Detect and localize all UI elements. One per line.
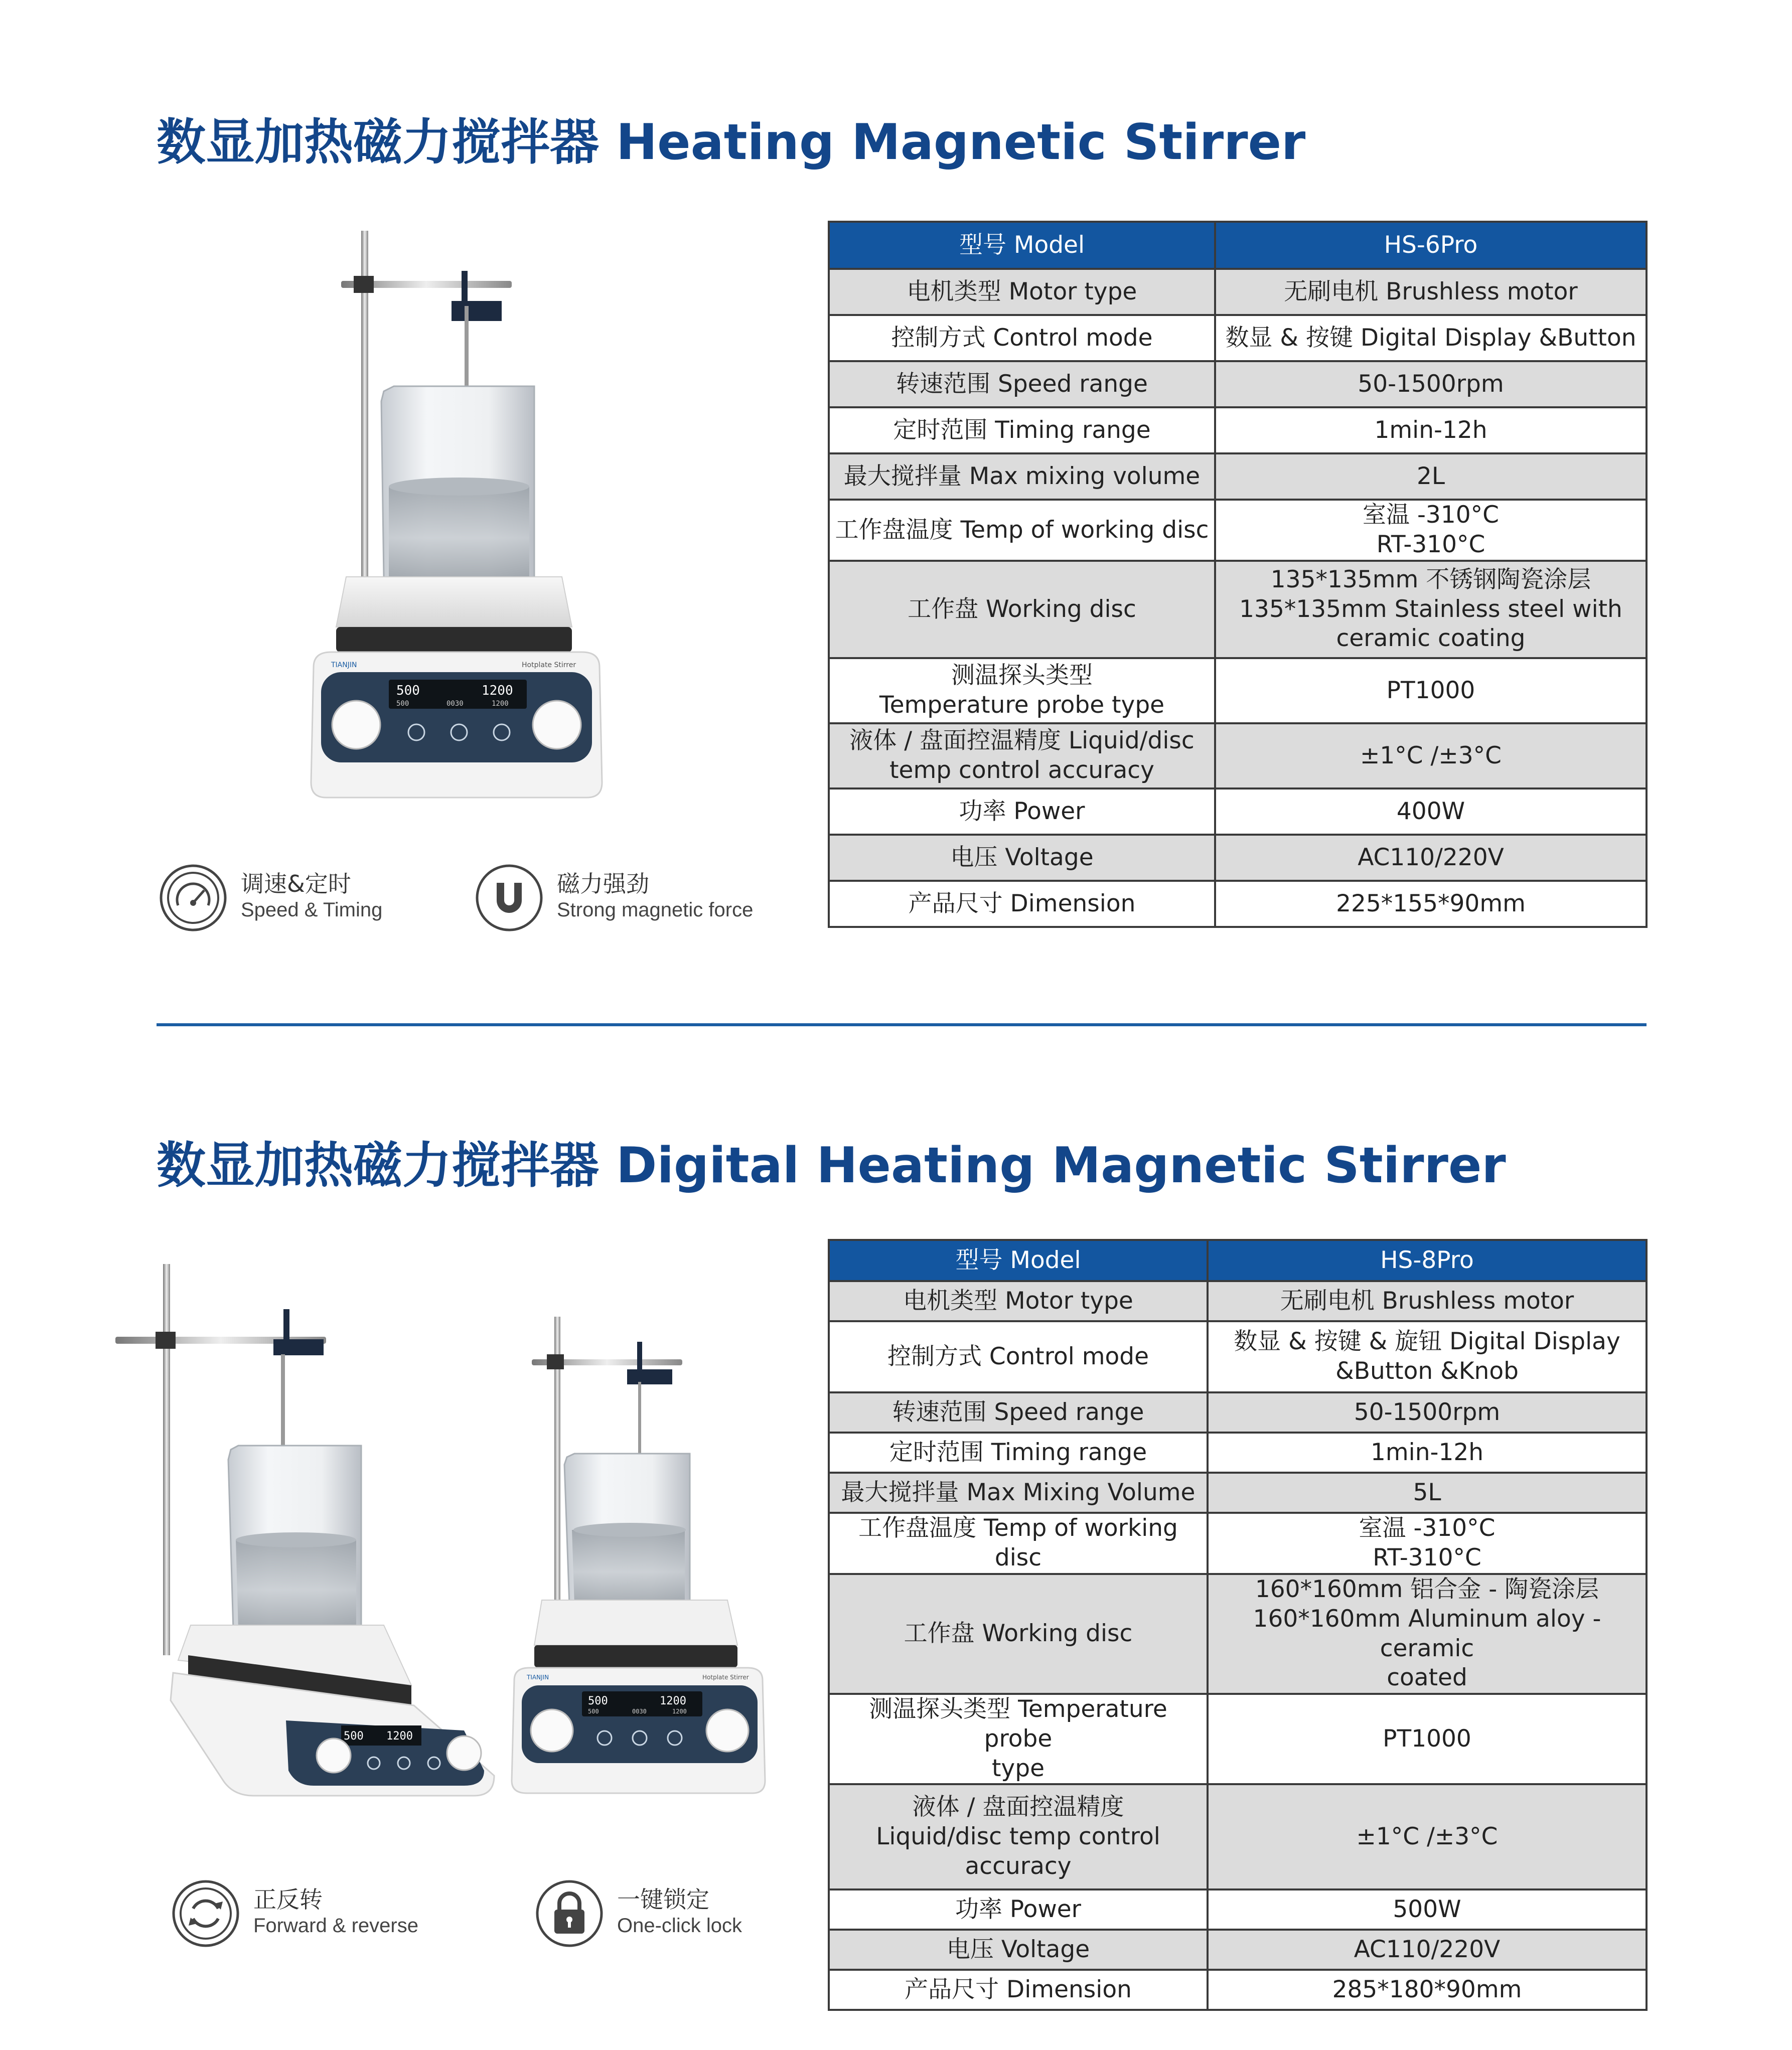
svg-text:0030: 0030	[446, 700, 464, 708]
section1-title: 数显加热磁力搅拌器 Heating Magnetic Stirrer	[157, 114, 1306, 171]
feature-en: Speed & Timing	[241, 899, 383, 921]
spec-label: 最大搅拌量 Max Mixing Volume	[829, 1473, 1208, 1513]
section-divider	[157, 1023, 1647, 1026]
header-model-label: 型号 Model	[829, 1240, 1208, 1281]
spec-value: 无刷电机 Brushless motor	[1215, 269, 1647, 315]
magnet-icon	[474, 863, 544, 933]
spec-value: 5L	[1208, 1473, 1647, 1513]
feature-cn: 调速&定时	[241, 870, 351, 897]
spec-label: 定时范围 Timing range	[829, 1433, 1208, 1473]
hs8pro-product-image	[113, 1259, 504, 1811]
spec-label: 产品尺寸 Dimension	[829, 881, 1215, 927]
spec-label: 控制方式 Control mode	[829, 1321, 1208, 1392]
feature-cn: 正反转	[253, 1886, 323, 1913]
model-label: Hotplate Stirrer	[522, 661, 576, 669]
spec-label: 工作盘温度 Temp of working disc	[829, 500, 1215, 561]
hs8pro-front-image	[507, 1314, 783, 1796]
spec-value: 2L	[1215, 453, 1647, 500]
temp-knob[interactable]	[533, 701, 581, 749]
speedometer-icon	[158, 863, 228, 933]
spec-label: 电压 Voltage	[829, 1930, 1208, 1970]
svg-text:1200: 1200	[672, 1708, 687, 1715]
spec-value: ±1°C /±3°C	[1215, 723, 1647, 789]
spec-label: 工作盘 Working disc	[829, 561, 1215, 658]
spec-label: 转速范围 Speed range	[829, 361, 1215, 407]
svg-text:1200: 1200	[660, 1695, 686, 1707]
plate-base	[336, 627, 572, 652]
svg-text:500: 500	[344, 1730, 364, 1743]
spec-value: 1min-12h	[1215, 407, 1647, 453]
spec-label: 液体 / 盘面控温精度 Liquid/disc temp control accuracy	[829, 723, 1215, 789]
svg-text:500: 500	[588, 1695, 608, 1707]
svg-text:500: 500	[396, 700, 409, 708]
spec-value: 无刷电机 Brushless motor	[1208, 1281, 1647, 1321]
spec-value: 500W	[1208, 1889, 1647, 1930]
feature-cn: 磁力强劲	[557, 870, 649, 897]
feature-en: Forward & reverse	[253, 1915, 418, 1937]
spec-label: 工作盘温度 Temp of working disc	[829, 1513, 1208, 1574]
spec-label: 最大搅拌量 Max mixing volume	[829, 453, 1215, 500]
beaker-liquid	[389, 487, 529, 589]
lcd-speed: 500	[396, 683, 420, 698]
svg-text:TIANJIN: TIANJIN	[527, 1674, 549, 1681]
spec-label: 控制方式 Control mode	[829, 315, 1215, 361]
feature-cn: 一键锁定	[617, 1886, 709, 1913]
svg-text:0030: 0030	[632, 1708, 647, 1715]
header-model-value: HS-6Pro	[1215, 222, 1647, 269]
hs6pro-spec-table	[828, 221, 1648, 928]
spec-label: 液体 / 盘面控温精度 Liquid/disc temp control accuracy	[829, 1784, 1208, 1889]
spec-value: 50-1500rpm	[1208, 1392, 1647, 1433]
feature-en: One-click lock	[617, 1915, 742, 1937]
rotation-arrows-icon	[171, 1878, 241, 1949]
svg-text:1200: 1200	[492, 700, 509, 708]
spec-value: 1min-12h	[1208, 1433, 1647, 1473]
brand-label: TIANJIN	[331, 661, 357, 669]
spec-label: 测温探头类型 Temperature probe type	[829, 1694, 1208, 1784]
spec-value: 285*180*90mm	[1208, 1970, 1647, 2010]
spec-label: 转速范围 Speed range	[829, 1392, 1208, 1433]
spec-label: 功率 Power	[829, 789, 1215, 835]
spec-value: 室温 -310°C RT-310°C	[1215, 500, 1647, 561]
spec-value: PT1000	[1215, 658, 1647, 723]
svg-text:Hotplate Stirrer: Hotplate Stirrer	[702, 1674, 749, 1681]
lcd-temp: 1200	[482, 683, 513, 698]
header-model-label: 型号 Model	[829, 222, 1215, 269]
spec-value: 数显 & 按键 & 旋钮 Digital Display &Button &Knob	[1208, 1321, 1647, 1392]
spec-label: 工作盘 Working disc	[829, 1574, 1208, 1694]
spec-label: 产品尺寸 Dimension	[829, 1970, 1208, 2010]
spec-value: AC110/220V	[1215, 835, 1647, 881]
svg-text:500: 500	[588, 1708, 599, 1715]
heating-plate	[336, 577, 572, 627]
header-model-value: HS-8Pro	[1208, 1240, 1647, 1281]
spec-label: 测温探头类型 Temperature probe type	[829, 658, 1215, 723]
spec-value: 160*160mm 铝合金 - 陶瓷涂层 160*160mm Aluminum aloy -ceramic coated	[1208, 1574, 1647, 1694]
spec-label: 电机类型 Motor type	[829, 1281, 1208, 1321]
spec-value: 135*135mm 不锈钢陶瓷涂层 135*135mm Stainless steel with ceramic coating	[1215, 561, 1647, 658]
hs6pro-product-image	[301, 226, 622, 803]
spec-value: 数显 & 按键 Digital Display &Button	[1215, 315, 1647, 361]
speed-knob[interactable]	[332, 701, 380, 749]
spec-value: 225*155*90mm	[1215, 881, 1647, 927]
spec-label: 定时范围 Timing range	[829, 407, 1215, 453]
spec-value: 50-1500rpm	[1215, 361, 1647, 407]
spec-label: 功率 Power	[829, 1889, 1208, 1930]
spec-value: 400W	[1215, 789, 1647, 835]
section2-title: 数显加热磁力搅拌器 Digital Heating Magnetic Stirrer	[157, 1137, 1506, 1194]
probe-clamp	[452, 301, 502, 321]
spec-value: 室温 -310°C RT-310°C	[1208, 1513, 1647, 1574]
spec-value: AC110/220V	[1208, 1930, 1647, 1970]
svg-text:1200: 1200	[386, 1730, 413, 1743]
feature-en: Strong magnetic force	[557, 899, 754, 921]
hs8pro-spec-table	[828, 1239, 1648, 2011]
spec-value: PT1000	[1208, 1694, 1647, 1784]
spec-value: ±1°C /±3°C	[1208, 1784, 1647, 1889]
padlock-icon	[534, 1878, 605, 1949]
spec-label: 电机类型 Motor type	[829, 269, 1215, 315]
spec-label: 电压 Voltage	[829, 835, 1215, 881]
